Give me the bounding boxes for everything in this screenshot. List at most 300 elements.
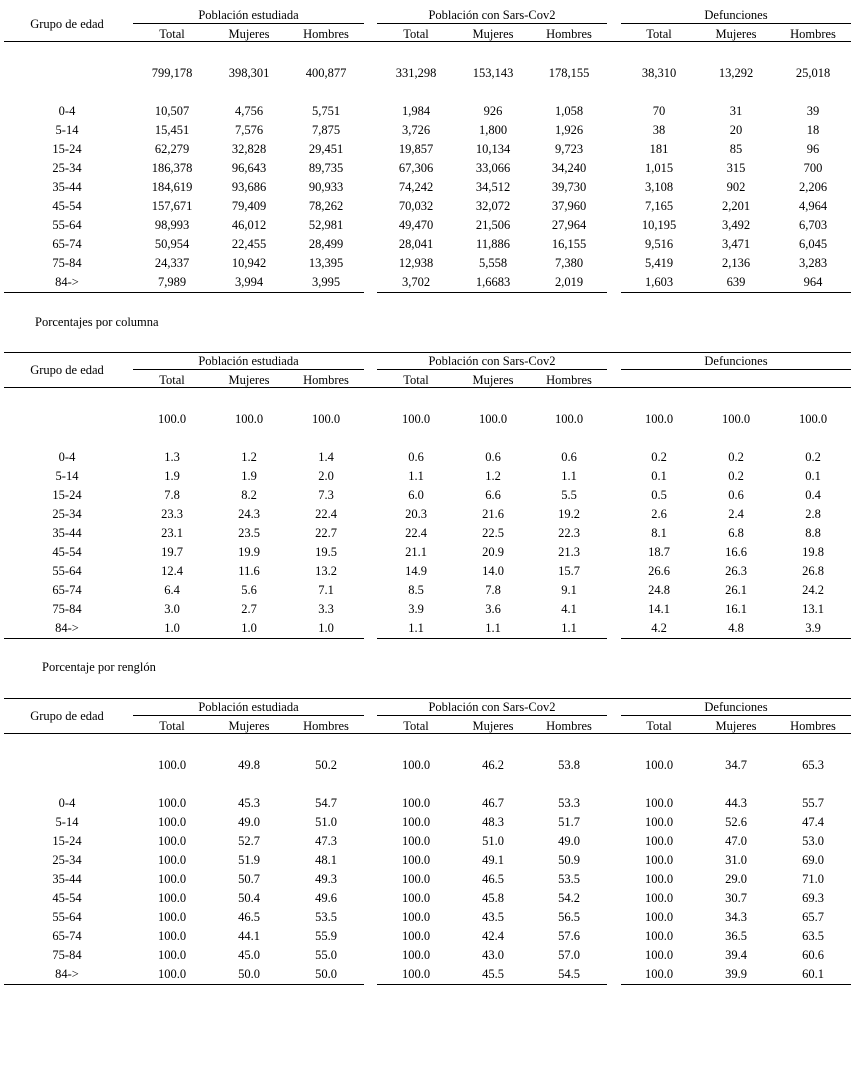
table-cell: 1,984 [401,104,431,118]
sub-header: Hombres [303,373,349,387]
table-cell: 22.4 [405,526,427,540]
table-cell: 39.9 [725,967,747,981]
age-group-label: 25-34 [52,507,82,521]
table-cell: 36.5 [725,929,747,943]
age-group-label: 84-> [55,275,79,289]
table-cell: 44.3 [725,796,747,810]
table-cell: 46.5 [238,910,260,924]
table-cell: 33,066 [475,161,511,175]
group-underline [621,715,851,716]
table-cell: 52.7 [238,834,260,848]
table-cell: 49.0 [238,815,260,829]
table-cell: 44.1 [238,929,260,943]
table-cell: 19.9 [238,545,260,559]
table-cell: 4.1 [561,602,577,616]
table-cell: 46.7 [482,796,504,810]
table-cell: 100.0 [157,872,187,886]
table-cell: 22.7 [315,526,337,540]
table-cell: 32,072 [475,199,511,213]
table-cell: 1,6683 [475,275,511,289]
age-group-label: 65-74 [52,237,82,251]
table-cell: 100.0 [157,796,187,810]
table-cell: 38 [652,123,666,137]
table-cell: 1,800 [478,123,508,137]
table-cell: 60.6 [802,948,824,962]
total-cell: 34.7 [725,758,747,772]
table-cell: 62,279 [154,142,190,156]
table-cell: 100.0 [401,948,431,962]
total-cell: 100.0 [721,412,751,426]
table-cell: 96 [806,142,820,156]
table-cell: 18 [806,123,820,137]
table-cell: 2.6 [651,507,667,521]
table-cell: 50,954 [154,237,190,251]
table-cell: 2,206 [798,180,828,194]
table-cell: 19.2 [558,507,580,521]
age-group-label: 15-24 [52,834,82,848]
table-cell: 100.0 [644,815,674,829]
age-group-label: 0-4 [58,796,76,810]
table-cell: 49.6 [315,891,337,905]
table-cell: 1.4 [318,450,334,464]
table-cell: 39.4 [725,948,747,962]
age-group-label: 5-14 [55,123,79,137]
table-bottom-rule [377,292,607,293]
sub-header: Total [403,373,429,387]
table-cell: 47.0 [725,834,747,848]
table-cell: 100.0 [401,929,431,943]
table-cell: 0.2 [728,450,744,464]
table-cell: 39 [806,104,820,118]
sub-header: Hombres [303,719,349,733]
group-underline [377,369,607,370]
table-cell: 0.1 [805,469,821,483]
table-bottom-rule [4,984,364,985]
sub-header: Mujeres [472,719,514,733]
table-cell: 1.0 [164,621,180,635]
table-cell: 67,306 [398,161,434,175]
age-group-label: 35-44 [52,872,82,886]
table-cell: 22,455 [231,237,267,251]
header-bottom-rule [4,387,851,388]
age-group-label: 45-54 [52,199,82,213]
age-group-label: 55-64 [52,218,82,232]
table-cell: 37,960 [551,199,587,213]
table-cell: 85 [729,142,743,156]
table-cell: 0.2 [651,450,667,464]
table-cell: 6,703 [798,218,828,232]
table-cell: 0.4 [805,488,821,502]
table-cell: 100.0 [157,891,187,905]
table-cell: 13.2 [315,564,337,578]
sub-header: Mujeres [228,27,270,41]
table-cell: 51.9 [238,853,260,867]
age-group-label: 25-34 [52,161,82,175]
table-cell: 100.0 [644,948,674,962]
table-cell: 100.0 [401,815,431,829]
table-cell: 69.0 [802,853,824,867]
table-cell: 19,857 [398,142,434,156]
group-header: Población con Sars-Cov2 [428,8,556,22]
table-cell: 100.0 [401,910,431,924]
table-top-rule [4,698,851,699]
table-cell: 93,686 [231,180,267,194]
sub-header: Mujeres [472,27,514,41]
table-cell: 26.6 [648,564,670,578]
table-cell: 4.8 [728,621,744,635]
table-cell: 43.0 [482,948,504,962]
age-group-label: 5-14 [55,469,79,483]
table-cell: 6.8 [728,526,744,540]
total-cell: 100.0 [401,758,431,772]
table-cell: 7,989 [157,275,187,289]
table-cell: 46.5 [482,872,504,886]
sub-header: Mujeres [715,27,757,41]
table-cell: 0.6 [561,450,577,464]
total-cell: 100.0 [234,412,264,426]
table-cell: 13,395 [308,256,344,270]
age-group-label: 0-4 [58,450,76,464]
table-bottom-rule [4,638,364,639]
table-cell: 1.9 [164,469,180,483]
table-cell: 100.0 [157,834,187,848]
table-cell: 20.9 [482,545,504,559]
table-cell: 96,643 [231,161,267,175]
sub-header: Hombres [790,719,836,733]
table-cell: 3,995 [311,275,341,289]
group-underline [133,715,364,716]
table-cell: 10,942 [231,256,267,270]
age-group-label: 15-24 [52,488,82,502]
table-cell: 3,726 [401,123,431,137]
total-cell: 398,301 [228,66,270,80]
table-cell: 12.4 [161,564,183,578]
table-cell: 20.3 [405,507,427,521]
table-cell: 14.9 [405,564,427,578]
table-cell: 11.6 [238,564,260,578]
table-cell: 100.0 [157,948,187,962]
sub-header: Hombres [303,27,349,41]
table-cell: 47.3 [315,834,337,848]
header-bottom-rule [4,733,851,734]
table-cell: 22.5 [482,526,504,540]
table-cell: 19.7 [161,545,183,559]
table-cell: 9.1 [561,583,577,597]
table-cell: 51.0 [315,815,337,829]
sub-header: Mujeres [472,373,514,387]
table-cell: 10,134 [475,142,511,156]
table-cell: 49,470 [398,218,434,232]
table-cell: 100.0 [401,891,431,905]
total-cell: 50.2 [315,758,337,772]
table-cell: 5,558 [478,256,508,270]
group-header: Defunciones [704,354,768,368]
table-bottom-rule [377,638,607,639]
table-cell: 49.0 [558,834,580,848]
age-group-label: 84-> [55,621,79,635]
total-cell: 799,178 [151,66,193,80]
table-cell: 100.0 [401,872,431,886]
table-cell: 53.5 [558,872,580,886]
table-cell: 3.9 [805,621,821,635]
table-cell: 48.1 [315,853,337,867]
table-cell: 31.0 [725,853,747,867]
sub-header: Mujeres [228,719,270,733]
table-cell: 0.2 [805,450,821,464]
table-cell: 3,994 [234,275,264,289]
age-group-label: 25-34 [52,853,82,867]
total-cell: 100.0 [401,412,431,426]
sub-header: Total [646,27,672,41]
table-cell: 23.3 [161,507,183,521]
total-cell: 100.0 [478,412,508,426]
table-cell: 74,242 [398,180,434,194]
sub-header: Hombres [546,27,592,41]
table-cell: 2.4 [728,507,744,521]
table-cell: 23.1 [161,526,183,540]
age-group-header: Grupo de edad [30,363,104,377]
sub-header: Mujeres [715,719,757,733]
table-cell: 639 [726,275,746,289]
table-cell: 100.0 [157,967,187,981]
table-cell: 100.0 [157,929,187,943]
table-top-rule [4,352,851,353]
table-cell: 1.1 [408,621,424,635]
table-cell: 9,723 [554,142,584,156]
table-cell: 45.5 [482,967,504,981]
table-cell: 100.0 [644,967,674,981]
table-cell: 7.1 [318,583,334,597]
total-cell: 100.0 [554,412,584,426]
table-cell: 3.3 [318,602,334,616]
table-cell: 10,507 [154,104,190,118]
table-cell: 5,419 [644,256,674,270]
table-cell: 1.1 [561,469,577,483]
table-cell: 1.9 [241,469,257,483]
table-cell: 24.3 [238,507,260,521]
table-cell: 6.4 [164,583,180,597]
table-cell: 1.3 [164,450,180,464]
table-cell: 700 [803,161,823,175]
table-cell: 7,165 [644,199,674,213]
table-cell: 49.3 [315,872,337,886]
table-cell: 71.0 [802,872,824,886]
table-bottom-rule [4,292,364,293]
sub-header: Hombres [790,27,836,41]
table-cell: 7.3 [318,488,334,502]
sub-header: Total [159,27,185,41]
table-cell: 53.3 [558,796,580,810]
table-cell: 1.1 [561,621,577,635]
table-cell: 7,875 [311,123,341,137]
table-cell: 26.1 [725,583,747,597]
group-underline [621,369,851,370]
table-cell: 1.2 [241,450,257,464]
table-cell: 49.1 [482,853,504,867]
sub-header: Total [403,719,429,733]
group-underline [621,23,851,24]
table-cell: 1.1 [485,621,501,635]
table-cell: 29,451 [308,142,344,156]
table-cell: 0.2 [728,469,744,483]
table-cell: 100.0 [401,967,431,981]
table-cell: 100.0 [401,834,431,848]
total-cell: 153,143 [472,66,514,80]
table-cell: 56.5 [558,910,580,924]
age-group-header: Grupo de edad [30,709,104,723]
table-cell: 13.1 [802,602,824,616]
table-cell: 902 [726,180,746,194]
table-cell: 18.7 [648,545,670,559]
table-cell: 55.0 [315,948,337,962]
table-cell: 1.0 [318,621,334,635]
table-cell: 16,155 [551,237,587,251]
table-cell: 31 [729,104,743,118]
table-cell: 16.6 [725,545,747,559]
table-cell: 5.6 [241,583,257,597]
table-cell: 186,378 [151,161,193,175]
table-cell: 100.0 [401,796,431,810]
total-cell: 65.3 [802,758,824,772]
table-cell: 52.6 [725,815,747,829]
table-cell: 7.8 [485,583,501,597]
table-cell: 5.5 [561,488,577,502]
table-cell: 15.7 [558,564,580,578]
table-cell: 21.1 [405,545,427,559]
table-cell: 22.3 [558,526,580,540]
table-cell: 1,603 [644,275,674,289]
total-cell: 49.8 [238,758,260,772]
table-cell: 50.9 [558,853,580,867]
table-cell: 8.1 [651,526,667,540]
table-cell: 26.8 [802,564,824,578]
table-cell: 4,756 [234,104,264,118]
table-cell: 19.8 [802,545,824,559]
table-bottom-rule [621,638,851,639]
table-cell: 90,933 [308,180,344,194]
table-cell: 0.6 [728,488,744,502]
table-cell: 6,045 [798,237,828,251]
table-cell: 32,828 [231,142,267,156]
table-cell: 46,012 [231,218,267,232]
table-cell: 51.0 [482,834,504,848]
table-cell: 24.8 [648,583,670,597]
table-cell: 7.8 [164,488,180,502]
group-header: Población estudiada [198,700,299,714]
age-group-label: 55-64 [52,910,82,924]
table-cell: 79,409 [231,199,267,213]
table-cell: 11,886 [476,237,510,251]
table-cell: 69.3 [802,891,824,905]
table-cell: 9,516 [644,237,674,251]
table-cell: 4.2 [651,621,667,635]
table-cell: 6.0 [408,488,424,502]
total-cell: 331,298 [395,66,437,80]
table-cell: 26.3 [725,564,747,578]
table-cell: 78,262 [308,199,344,213]
table-cell: 52,981 [308,218,344,232]
table-cell: 14.0 [482,564,504,578]
group-header: Defunciones [704,700,768,714]
table-cell: 28,499 [308,237,344,251]
table-cell: 184,619 [151,180,193,194]
table-cell: 2,019 [554,275,584,289]
table-cell: 100.0 [157,815,187,829]
table-cell: 89,735 [308,161,344,175]
table-cell: 24.2 [802,583,824,597]
group-header: Defunciones [704,8,768,22]
table-cell: 181 [649,142,669,156]
age-group-label: 45-54 [52,545,82,559]
table-cell: 0.6 [485,450,501,464]
age-group-label: 75-84 [52,948,82,962]
table-cell: 1,058 [554,104,584,118]
table-cell: 100.0 [644,910,674,924]
table-cell: 98,993 [154,218,190,232]
sub-header: Total [159,373,185,387]
group-underline [377,715,607,716]
table-cell: 3,471 [721,237,751,251]
table-cell: 2.7 [241,602,257,616]
total-cell: 53.8 [558,758,580,772]
age-group-label: 5-14 [55,815,79,829]
age-group-label: 35-44 [52,526,82,540]
table-bottom-rule [621,292,851,293]
table-cell: 50.0 [238,967,260,981]
group-header: Población estudiada [198,8,299,22]
sub-header: Mujeres [228,373,270,387]
table-cell: 100.0 [644,834,674,848]
table-caption: Porcentajes por columna [35,315,159,329]
table-cell: 29.0 [725,872,747,886]
table-cell: 42.4 [482,929,504,943]
table-cell: 15,451 [154,123,190,137]
table-cell: 54.2 [558,891,580,905]
table-cell: 2,201 [721,199,751,213]
age-group-label: 65-74 [52,583,82,597]
age-group-label: 84-> [55,967,79,981]
table-cell: 23.5 [238,526,260,540]
table-cell: 53.0 [802,834,824,848]
table-cell: 34,240 [551,161,587,175]
table-cell: 926 [483,104,503,118]
table-cell: 70 [652,104,666,118]
table-cell: 1,015 [644,161,674,175]
table-cell: 54.7 [315,796,337,810]
table-cell: 48.3 [482,815,504,829]
table-cell: 28,041 [398,237,434,251]
table-cell: 1,926 [554,123,584,137]
table-cell: 3,492 [721,218,751,232]
table-cell: 100.0 [157,910,187,924]
table-cell: 1.0 [241,621,257,635]
table-cell: 21.6 [482,507,504,521]
table-cell: 57.0 [558,948,580,962]
table-cell: 3.0 [164,602,180,616]
sub-header: Total [159,719,185,733]
table-cell: 65.7 [802,910,824,924]
table-cell: 0.1 [651,469,667,483]
table-bottom-rule [377,984,607,985]
table-cell: 20 [729,123,743,137]
table-cell: 50.0 [315,967,337,981]
table-cell: 34.3 [725,910,747,924]
table-cell: 7,380 [554,256,584,270]
sub-header: Total [646,719,672,733]
table-cell: 45.3 [238,796,260,810]
table-cell: 14.1 [648,602,670,616]
total-cell: 100.0 [798,412,828,426]
